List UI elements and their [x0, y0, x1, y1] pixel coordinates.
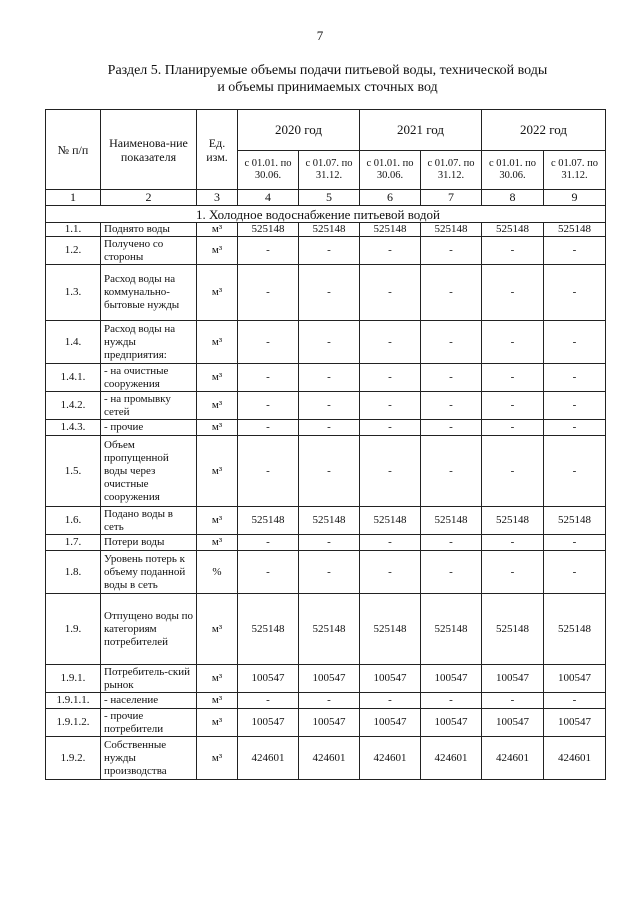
row-value: -	[360, 693, 421, 709]
row-value: 100547	[421, 665, 482, 693]
row-indicator-name: Поднято воды	[101, 223, 197, 237]
row-unit: м³	[197, 693, 238, 709]
table-row	[46, 237, 606, 265]
row-unit: м³	[197, 265, 238, 321]
table-row	[46, 737, 606, 780]
row-value: 525148	[238, 507, 299, 535]
table-row	[46, 436, 606, 507]
row-value: -	[544, 551, 606, 594]
header-period: с 01.07. по 31.12.	[421, 151, 482, 190]
row-value: -	[544, 436, 606, 507]
table-row	[46, 321, 606, 364]
row-value: 424601	[482, 737, 544, 780]
row-number: 1.7.	[46, 535, 101, 551]
row-value: -	[482, 392, 544, 420]
title-line-2: и объемы принимаемых сточных вод	[217, 80, 438, 95]
row-indicator-name: Потери воды	[101, 535, 197, 551]
row-number: 1.2.	[46, 237, 101, 265]
row-value: -	[238, 321, 299, 364]
row-value: -	[482, 535, 544, 551]
row-value: -	[544, 321, 606, 364]
row-value: 525148	[544, 507, 606, 535]
row-unit: м³	[197, 392, 238, 420]
row-value: 525148	[544, 594, 606, 665]
row-value: -	[238, 364, 299, 392]
row-unit: м³	[197, 364, 238, 392]
row-value: -	[299, 321, 360, 364]
row-value: -	[238, 535, 299, 551]
row-value: -	[238, 551, 299, 594]
row-value: -	[421, 237, 482, 265]
column-number: 7	[421, 190, 482, 206]
row-indicator-name: Отпущено воды по категориям потребителей	[101, 594, 197, 665]
column-number: 5	[299, 190, 360, 206]
row-value: 525148	[299, 223, 360, 237]
row-unit: м³	[197, 321, 238, 364]
row-value: -	[299, 237, 360, 265]
row-unit: м³	[197, 436, 238, 507]
row-value: 424601	[238, 737, 299, 780]
row-unit: м³	[197, 237, 238, 265]
row-number: 1.3.	[46, 265, 101, 321]
row-value: -	[544, 392, 606, 420]
row-number: 1.9.2.	[46, 737, 101, 780]
row-value: -	[544, 265, 606, 321]
header-unit: Ед. изм.	[197, 110, 238, 190]
row-value: -	[421, 436, 482, 507]
column-number: 2	[101, 190, 197, 206]
row-value: 100547	[482, 709, 544, 737]
row-value: -	[299, 436, 360, 507]
table-row	[46, 392, 606, 420]
row-value: -	[299, 420, 360, 436]
row-indicator-name: - прочие потребители	[101, 709, 197, 737]
row-unit: м³	[197, 507, 238, 535]
row-unit: м³	[197, 535, 238, 551]
row-number: 1.1.	[46, 223, 101, 237]
row-value: -	[360, 321, 421, 364]
header-period: с 01.01. по 30.06.	[360, 151, 421, 190]
row-value: 100547	[299, 665, 360, 693]
row-indicator-name: Расход воды на нужды предприятия:	[101, 321, 197, 364]
table-row	[46, 594, 606, 665]
row-value: -	[299, 392, 360, 420]
row-indicator-name: - прочие	[101, 420, 197, 436]
row-number: 1.4.3.	[46, 420, 101, 436]
row-value: 525148	[360, 507, 421, 535]
row-value: -	[544, 364, 606, 392]
page-number: 7	[316, 28, 324, 43]
row-value: -	[421, 551, 482, 594]
row-value: -	[360, 364, 421, 392]
row-value: -	[421, 535, 482, 551]
row-value: -	[421, 321, 482, 364]
row-value: -	[360, 535, 421, 551]
table-row	[46, 709, 606, 737]
title-line-1: Раздел 5. Планируемые объемы подачи питьевой воды, технической воды	[107, 63, 548, 78]
row-indicator-name: Собственные нужды производства	[101, 737, 197, 780]
row-value: -	[238, 237, 299, 265]
row-unit: м³	[197, 709, 238, 737]
row-value: -	[238, 693, 299, 709]
row-value: -	[360, 420, 421, 436]
row-value: -	[299, 693, 360, 709]
row-number: 1.4.2.	[46, 392, 101, 420]
row-value: -	[421, 265, 482, 321]
section-row	[46, 206, 606, 223]
row-number: 1.9.1.1.	[46, 693, 101, 709]
row-number: 1.9.1.2.	[46, 709, 101, 737]
table-row	[46, 364, 606, 392]
row-value: 525148	[482, 594, 544, 665]
row-value: 100547	[360, 709, 421, 737]
section-row-title: 1. Холодное водоснабжение питьевой водой	[46, 206, 606, 223]
row-value: 100547	[238, 665, 299, 693]
row-value: -	[421, 693, 482, 709]
row-value: -	[482, 265, 544, 321]
row-indicator-name: Уровень потерь к объему поданной воды в сеть	[101, 551, 197, 594]
row-value: -	[238, 436, 299, 507]
row-value: -	[299, 265, 360, 321]
row-value: -	[360, 551, 421, 594]
row-value: 525148	[482, 223, 544, 237]
column-number: 6	[360, 190, 421, 206]
header-name: Наименова-ние показателя	[101, 110, 197, 190]
row-value: 100547	[238, 709, 299, 737]
row-value: 525148	[482, 507, 544, 535]
row-indicator-name: Подано воды в сеть	[101, 507, 197, 535]
row-value: -	[360, 265, 421, 321]
row-value: -	[360, 392, 421, 420]
row-number: 1.9.1.	[46, 665, 101, 693]
column-number: 3	[197, 190, 238, 206]
row-value: -	[238, 392, 299, 420]
table-row	[46, 535, 606, 551]
row-value: 100547	[482, 665, 544, 693]
column-number: 9	[544, 190, 606, 206]
row-value: -	[482, 693, 544, 709]
column-number: 4	[238, 190, 299, 206]
row-value: -	[360, 436, 421, 507]
row-value: -	[482, 420, 544, 436]
row-value: 424601	[421, 737, 482, 780]
row-value: -	[421, 364, 482, 392]
row-indicator-name: Объем пропущенной воды через очистные сооружения	[101, 436, 197, 507]
table-row	[46, 551, 606, 594]
column-numbers-row	[46, 190, 606, 206]
row-value: 100547	[544, 709, 606, 737]
row-indicator-name: - на очистные сооружения	[101, 364, 197, 392]
table-row	[46, 665, 606, 693]
row-value: 525148	[421, 594, 482, 665]
row-value: -	[421, 420, 482, 436]
row-value: -	[482, 321, 544, 364]
row-value: -	[544, 420, 606, 436]
row-value: -	[482, 436, 544, 507]
row-value: -	[299, 364, 360, 392]
header-period: с 01.01. по 30.06.	[238, 151, 299, 190]
row-value: 525148	[238, 594, 299, 665]
header-year-2022: 2022 год	[482, 110, 606, 151]
table-row	[46, 223, 606, 237]
table-row	[46, 507, 606, 535]
section-title-heading	[40, 62, 615, 96]
row-value: 100547	[421, 709, 482, 737]
row-indicator-name: - население	[101, 693, 197, 709]
header-year-2021: 2021 год	[360, 110, 482, 151]
table-row	[46, 265, 606, 321]
row-value: 100547	[544, 665, 606, 693]
row-unit: %	[197, 551, 238, 594]
header-year-2020: 2020 год	[238, 110, 360, 151]
row-value: 525148	[421, 507, 482, 535]
row-value: 525148	[360, 594, 421, 665]
row-value: -	[238, 265, 299, 321]
row-value: 424601	[299, 737, 360, 780]
row-value: -	[238, 420, 299, 436]
row-number: 1.4.1.	[46, 364, 101, 392]
row-value: -	[544, 693, 606, 709]
row-value: 525148	[238, 223, 299, 237]
row-value: 100547	[360, 665, 421, 693]
row-value: -	[482, 551, 544, 594]
row-unit: м³	[197, 594, 238, 665]
row-value: -	[482, 364, 544, 392]
row-value: -	[299, 551, 360, 594]
row-value: 525148	[360, 223, 421, 237]
row-value: 525148	[299, 594, 360, 665]
header-num: № п/п	[46, 110, 101, 190]
row-value: -	[299, 535, 360, 551]
row-value: 525148	[299, 507, 360, 535]
row-value: -	[421, 392, 482, 420]
row-value: -	[544, 535, 606, 551]
row-unit: м³	[197, 223, 238, 237]
row-indicator-name: - на промывку сетей	[101, 392, 197, 420]
row-value: 525148	[544, 223, 606, 237]
table-row	[46, 693, 606, 709]
header-period: с 01.07. по 31.12.	[299, 151, 360, 190]
row-value: -	[544, 237, 606, 265]
row-value: -	[360, 237, 421, 265]
row-value: 525148	[421, 223, 482, 237]
row-value: 100547	[299, 709, 360, 737]
row-number: 1.6.	[46, 507, 101, 535]
row-value: -	[482, 237, 544, 265]
row-value: 424601	[360, 737, 421, 780]
row-indicator-name: Расход воды на коммунально-бытовые нужды	[101, 265, 197, 321]
row-indicator-name: Получено со стороны	[101, 237, 197, 265]
row-number: 1.4.	[46, 321, 101, 364]
row-number: 1.5.	[46, 436, 101, 507]
row-unit: м³	[197, 737, 238, 780]
header-period: с 01.07. по 31.12.	[544, 151, 606, 190]
row-indicator-name: Потребитель-ский рынок	[101, 665, 197, 693]
row-unit: м³	[197, 420, 238, 436]
column-number: 1	[46, 190, 101, 206]
column-number: 8	[482, 190, 544, 206]
header-period: с 01.01. по 30.06.	[482, 151, 544, 190]
row-number: 1.9.	[46, 594, 101, 665]
table-row	[46, 420, 606, 436]
water-volumes-table	[45, 109, 606, 780]
row-value: 424601	[544, 737, 606, 780]
row-number: 1.8.	[46, 551, 101, 594]
row-unit: м³	[197, 665, 238, 693]
